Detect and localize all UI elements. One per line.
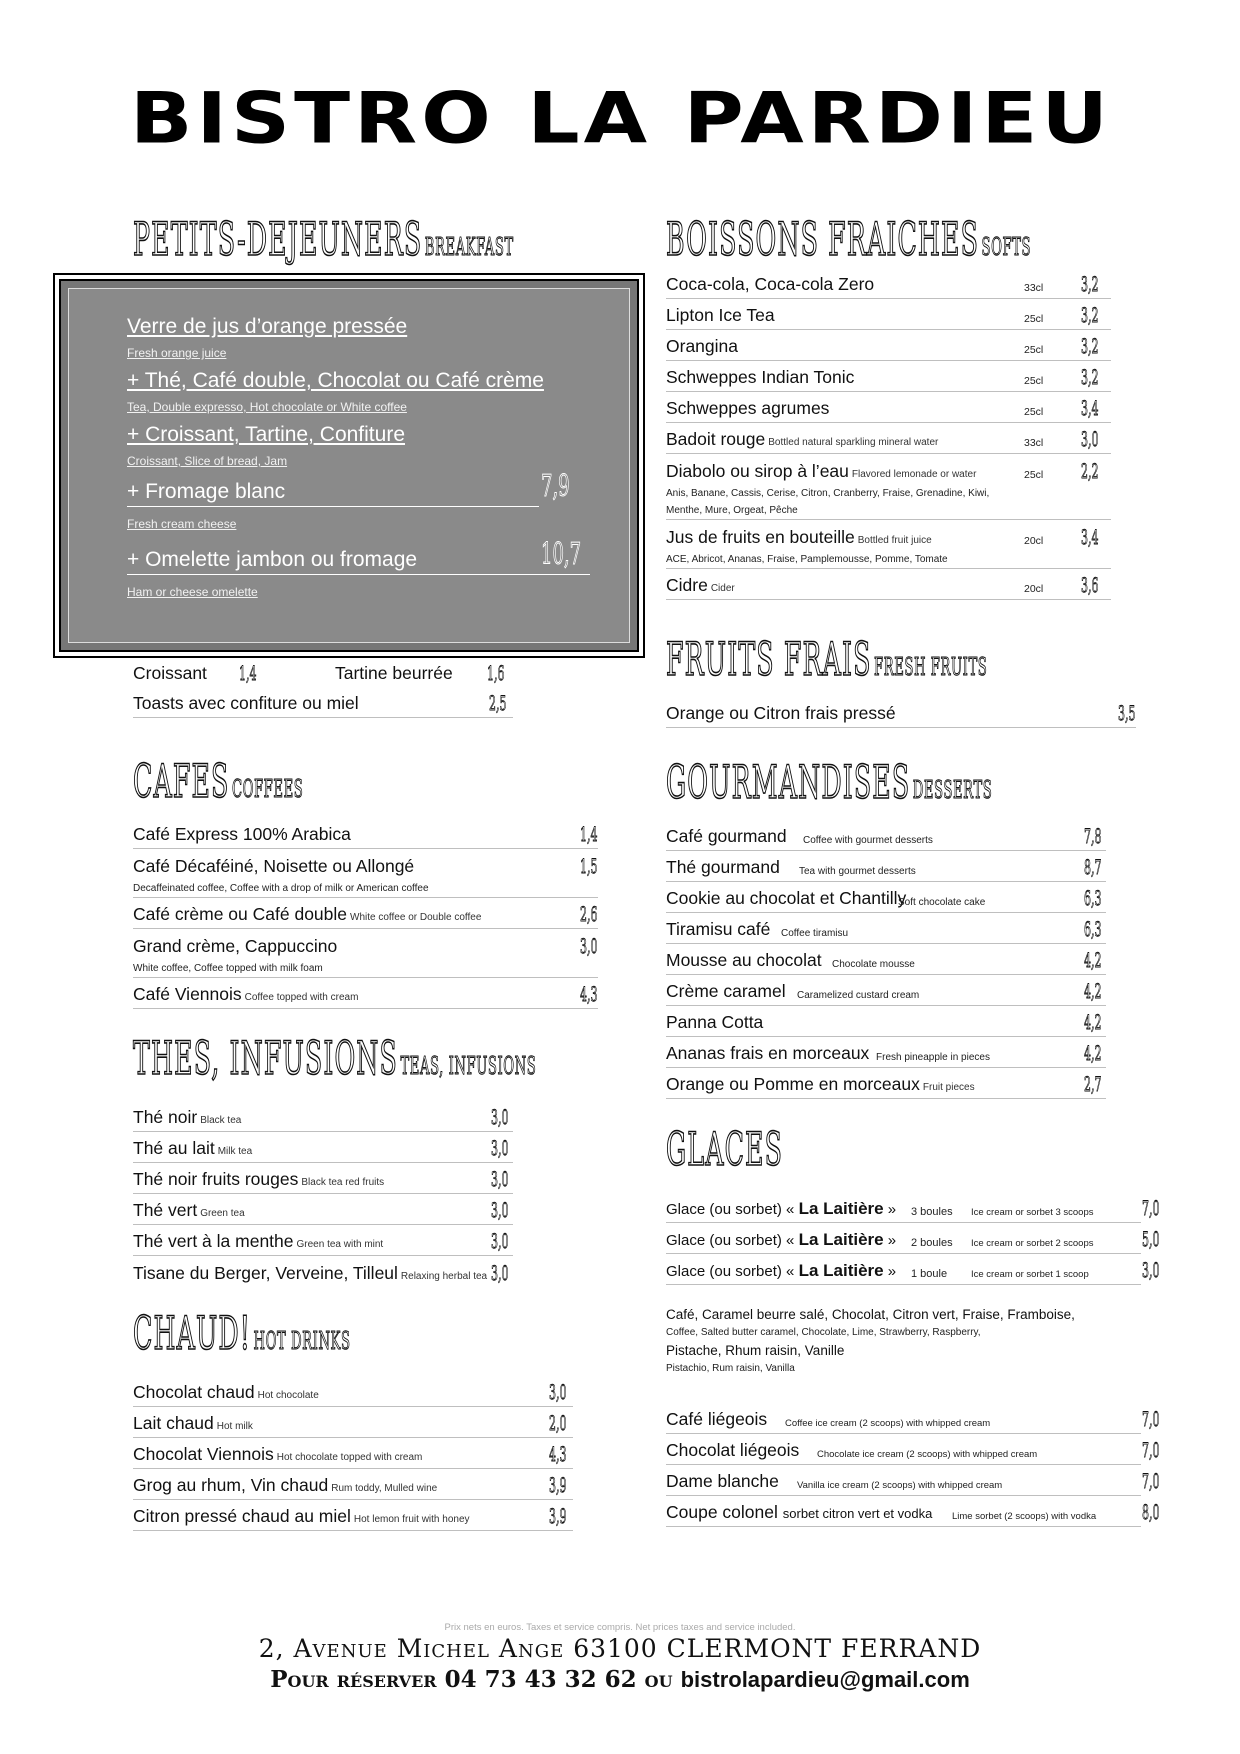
item-price: 4,3 (549, 1442, 567, 1466)
item-translation: White coffee or Double coffee (350, 912, 482, 923)
item-volume: 33cl (1024, 437, 1044, 449)
menu-item (666, 392, 1111, 423)
item-name: Diabolo ou sirop à l’eau Flavored lemonade or water (666, 461, 977, 481)
item-price: 7,0 (1142, 1469, 1160, 1493)
item-price: 4,2 (1084, 1041, 1102, 1065)
heading-en: TEAS, INFUSIONS (400, 1052, 537, 1080)
item-price: 3,9 (549, 1504, 567, 1528)
item-translation: Cider (710, 583, 735, 594)
item-name: Grand crème, Cappuccino (133, 936, 338, 956)
item-subtext: Anis, Banane, Cassis, Cerise, Citron, Cranberry, Fraise, Grenadine, Kiwi, (666, 488, 990, 499)
footer-note: Prix nets en euros. Taxes et service compris. Net prices taxes and service included. (444, 1622, 796, 1633)
item-name: Toasts avec confiture ou miel (133, 693, 359, 713)
item-translation: Fresh pineapple in pieces (876, 1052, 990, 1063)
item-translation: Caramelized custard cream (797, 990, 920, 1001)
menu-item (666, 1496, 1160, 1527)
menu-item (666, 520, 1111, 551)
menu-item (666, 299, 1111, 330)
item-price: 3,0 (491, 1136, 509, 1160)
item-price: 4,2 (1084, 1010, 1102, 1034)
item-translation: Vanilla ice cream (2 scoops) with whipped cream (797, 1480, 1003, 1491)
item-volume: 33cl (1024, 282, 1044, 294)
menu-item (133, 818, 598, 849)
item-translation: Flavored lemonade or water (851, 469, 977, 480)
section-heading (666, 212, 1166, 268)
item-name: Thé noir fruits rouges Black tea red fruits (133, 1169, 385, 1189)
item-price: 7,0 (1142, 1407, 1160, 1431)
item-name: Thé noir Black tea (133, 1107, 242, 1127)
item-price: 3,5 (1118, 701, 1136, 725)
item-name: Schweppes Indian Tonic (666, 367, 855, 387)
heading-fr: GOURMANDISES (666, 755, 911, 809)
menu-item (666, 882, 1106, 913)
item-volume: 25cl (1024, 375, 1044, 387)
menu-item (133, 978, 598, 1009)
flavors-translation: Pistachio, Rum raisin, Vanilla (666, 1363, 795, 1374)
section-heading (133, 212, 613, 268)
item-name: Schweppes agrumes (666, 398, 830, 418)
item-price: 6,3 (1084, 886, 1102, 910)
flavors-line: Café, Caramel beurre salé, Chocolat, Citron vert, Fraise, Framboise, (666, 1307, 1075, 1322)
item-name: Lipton Ice Tea (666, 305, 775, 325)
menu-item (666, 975, 1106, 1006)
menu-item (666, 913, 1106, 944)
heading-fr: PETITS-DEJEUNERS (133, 212, 423, 266)
item-volume: 20cl (1024, 583, 1044, 595)
reservation-line (0, 1666, 1240, 1693)
item-price: 5,0 (1142, 1227, 1160, 1251)
item-translation: Coffee ice cream (2 scoops) with whipped cream (785, 1418, 991, 1429)
heading-fr: THES, INFUSIONS (133, 1031, 398, 1085)
menu-item (666, 697, 1136, 728)
item-price: 6,3 (1084, 917, 1102, 941)
formula-line: Verre de jus d’orange pressée (127, 315, 408, 338)
email-link[interactable]: bistrolapardieu@gmail.com (680, 1667, 970, 1692)
heading-fr: BOISSONS FRAICHES (666, 212, 980, 266)
item-name: Chocolat liégeois (666, 1440, 800, 1460)
item-subtext: Menthe, Mure, Orgeat, Pêche (666, 502, 1111, 520)
menu-item (666, 330, 1111, 361)
item-price: 3,0 (491, 1105, 509, 1129)
item-price: 3,2 (1081, 334, 1099, 358)
item-name: Thé gourmand (666, 857, 780, 877)
item-name: Mousse au chocolat (666, 950, 822, 970)
item-volume: 25cl (1024, 469, 1044, 481)
item-price: 2,6 (580, 902, 598, 926)
menu-item (666, 1465, 1160, 1496)
item-price: 2,5 (489, 691, 507, 715)
item-translation: Green tea (200, 1208, 245, 1219)
item-name: Café crème ou Café double White coffee or Double coffee (133, 904, 482, 924)
item-price: 3,0 (491, 1198, 509, 1222)
item-price: 3,2 (1081, 272, 1099, 296)
formula-price: 7,9 (541, 469, 570, 504)
item-name: Thé au lait Milk tea (133, 1138, 253, 1158)
menu-item (133, 1101, 513, 1132)
heading-fr: GLACES (666, 1122, 784, 1176)
item-price: 2,7 (1084, 1072, 1102, 1096)
item-name: Coca-cola, Coca-cola Zero (666, 274, 875, 294)
heading-en: FRESH FRUITS (874, 653, 988, 681)
menu-item (666, 820, 1106, 851)
section-heading (133, 1031, 613, 1087)
item-price: 7,8 (1084, 824, 1102, 848)
item-translation: Chocolate ice cream (2 scoops) with whipped cream (817, 1449, 1038, 1460)
item-translation: Ice cream or sorbet 3 scoops (971, 1207, 1094, 1218)
item-volume: 25cl (1024, 344, 1044, 356)
item-scoops: 3 boules (911, 1206, 953, 1218)
item-name: Croissant (133, 663, 207, 683)
item-translation: Hot chocolate (257, 1390, 319, 1401)
item-name: Grog au rhum, Vin chaud Rum toddy, Mulled wine (133, 1475, 438, 1495)
item-subtext: White coffee, Coffee topped with milk foam (133, 960, 598, 978)
menu-item (133, 1407, 573, 1438)
item-price: 3,9 (549, 1473, 567, 1497)
item-price: 3,0 (491, 1167, 509, 1191)
item-name: Dame blanche (666, 1471, 779, 1491)
item-subtext: ACE, Abricot, Ananas, Fraise, Pamplemousse, Pomme, Tomate (666, 551, 1111, 569)
item-name: Glace (ou sorbet) « La Laitière » (666, 1261, 897, 1280)
item-translation: Hot milk (216, 1421, 253, 1432)
menu-item (666, 1037, 1106, 1068)
section-heading (666, 1122, 1166, 1178)
menu-item (666, 1068, 1106, 1099)
item-price: 3,0 (549, 1380, 567, 1404)
formula-line-translation: Tea, Double expresso, Hot chocolate or White coffee (127, 400, 407, 414)
heading-en: COFFEES (231, 775, 304, 803)
item-name: Jus de fruits en bouteille Bottled fruit juice (666, 527, 932, 547)
item-translation: Hot lemon fruit with honey (353, 1514, 470, 1525)
menu-item (133, 1132, 513, 1163)
item-translation: Hot chocolate topped with cream (276, 1452, 423, 1463)
heading-fr: CHAUD! (133, 1306, 252, 1360)
menu-item (133, 929, 598, 960)
item-price: 3,0 (491, 1261, 509, 1285)
item-name: Lait chaud Hot milk (133, 1413, 253, 1433)
menu-item (133, 1438, 573, 1469)
address: 2, Avenue Michel Ange 63100 CLERMONT FERRAND (258, 1634, 982, 1663)
thes-section (133, 1031, 613, 1285)
formula-line-translation: Ham or cheese omelette (127, 585, 258, 599)
item-price: 3,0 (491, 1229, 509, 1253)
item-price: 3,0 (580, 934, 598, 958)
item-name: Glace (ou sorbet) « La Laitière » (666, 1199, 897, 1218)
item-name: Café gourmand (666, 826, 787, 846)
menu-item (666, 1223, 1160, 1254)
item-price: 3,2 (1081, 365, 1099, 389)
item-name: Orange ou Citron frais pressé (666, 703, 896, 723)
menu-item (666, 1434, 1160, 1465)
item-name: Orangina (666, 336, 738, 356)
item-name: Café liégeois (666, 1409, 768, 1429)
item-price: 3,4 (1081, 396, 1099, 420)
menu-item (133, 1500, 573, 1531)
formula-line: + Croissant, Tartine, Confiture (127, 423, 405, 446)
menu-item (666, 1192, 1160, 1223)
breakfast-extras (133, 656, 513, 718)
item-price: 8,0 (1142, 1500, 1160, 1524)
item-subtext: Decaffeinated coffee, Coffee with a drop of milk or American coffee (133, 880, 598, 898)
item-name: Panna Cotta (666, 1012, 764, 1032)
menu-item (133, 898, 598, 929)
heading-en: SOFTS (981, 233, 1032, 261)
item-name: Thé vert Green tea (133, 1200, 245, 1220)
menu-item (666, 268, 1111, 299)
item-price: 3,6 (1081, 573, 1099, 597)
item-translation: Black tea (200, 1115, 242, 1126)
menu-item (666, 944, 1106, 975)
heading-en: DESSERTS (912, 776, 993, 804)
item-name: Tartine beurrée (335, 663, 453, 683)
item-name: Crème caramel (666, 981, 786, 1001)
item-name: Tisane du Berger, Verveine, Tilleul Relaxing herbal tea (133, 1263, 488, 1283)
item-translation: Green tea with mint (296, 1239, 384, 1250)
section-heading (133, 1306, 613, 1362)
section-heading (666, 632, 1166, 688)
item-scoops: 1 boule (911, 1268, 948, 1280)
chaud-section (133, 1306, 613, 1528)
menu-item (133, 687, 513, 718)
menu-item (666, 361, 1111, 392)
formula-line-translation: Fresh orange juice (127, 346, 227, 360)
menu-item (133, 1194, 513, 1225)
formula-line: + Fromage blanc (127, 480, 286, 503)
item-translation: Lime sorbet (2 scoops) with vodka (952, 1511, 1097, 1522)
item-price: 3,0 (1081, 427, 1099, 451)
item-translation: Coffee topped with cream (244, 992, 359, 1003)
item-name: Café Viennois Coffee topped with cream (133, 984, 359, 1004)
item-price: 7,0 (1142, 1196, 1160, 1220)
item-price: 2,2 (1081, 459, 1099, 483)
item-translation: Relaxing herbal tea (400, 1271, 488, 1282)
item-translation: Milk tea (217, 1146, 253, 1157)
item-price: 4,3 (580, 982, 598, 1006)
item-name: Cookie au chocolat et Chantilly (666, 888, 907, 908)
item-name: Café Express 100% Arabica (133, 824, 351, 844)
item-translation: Chocolate mousse (832, 959, 915, 970)
heading-fr: CAFES (133, 754, 230, 808)
item-volume: 20cl (1024, 535, 1044, 547)
item-price: 2,0 (549, 1411, 567, 1435)
menu-item (133, 1376, 573, 1407)
fruits-section (666, 632, 1166, 725)
item-price: 4,2 (1084, 948, 1102, 972)
item-price: 4,2 (1084, 979, 1102, 1003)
menu-item (133, 656, 513, 687)
section-heading (666, 755, 1166, 811)
item-name: Coupe colonel sorbet citron vert et vodka (666, 1502, 933, 1522)
gourmandises-section (666, 755, 1166, 1096)
item-name: Orange ou Pomme en morceaux Fruit pieces (666, 1074, 975, 1094)
menu-item (666, 851, 1106, 882)
item-name: Chocolat chaud Hot chocolate (133, 1382, 319, 1402)
breakfast-formula-box (59, 279, 639, 652)
item-price: 1,6 (487, 661, 505, 685)
item-name: Glace (ou sorbet) « La Laitière » (666, 1230, 897, 1249)
item-translation: Fruit pieces (922, 1082, 975, 1093)
flavors-translation: Coffee, Salted butter caramel, Chocolate, Lime, Strawberry, Raspberry, (666, 1327, 981, 1338)
item-name: Chocolat Viennois Hot chocolate topped with cream (133, 1444, 423, 1464)
item-price: 3,0 (1142, 1258, 1160, 1282)
item-translation: Tea with gourmet desserts (799, 866, 916, 877)
item-translation: Ice cream or sorbet 1 scoop (971, 1269, 1089, 1280)
item-volume: 25cl (1024, 406, 1044, 418)
menu-item (133, 1163, 513, 1194)
menu-item (666, 423, 1111, 454)
heading-fr: FRUITS FRAIS (666, 632, 872, 686)
menu-item (666, 569, 1111, 600)
item-name: Citron pressé chaud au miel Hot lemon fruit with honey (133, 1506, 470, 1526)
item-price: 7,0 (1142, 1438, 1160, 1462)
item-price: 3,2 (1081, 303, 1099, 327)
item-price: 3,4 (1081, 525, 1099, 549)
menu-item (133, 1469, 573, 1500)
formula-line: + Omelette jambon ou fromage (127, 548, 418, 571)
item-translation: Ice cream or sorbet 2 scoops (971, 1238, 1094, 1249)
breakfast-section (133, 212, 613, 268)
restaurant-title: BISTRO LA PARDIEU (130, 78, 1113, 160)
item-name: Thé vert à la menthe Green tea with mint (133, 1231, 384, 1251)
item-translation: Soft chocolate cake (898, 897, 986, 908)
item-price: 8,7 (1084, 855, 1102, 879)
menu-item (133, 1256, 513, 1287)
item-translation: Bottled fruit juice (857, 535, 932, 546)
section-heading (133, 754, 613, 810)
menu-item (666, 1006, 1106, 1037)
cafes-section (133, 754, 613, 1006)
menu-item (666, 454, 1111, 485)
item-price: 1,4 (580, 822, 598, 846)
item-scoops: 2 boules (911, 1237, 953, 1249)
item-translation: Coffee tiramisu (781, 928, 849, 939)
menu-item (133, 849, 598, 880)
flavors-line: Pistache, Rhum raisin, Vanille (666, 1343, 845, 1358)
formula-price: 10,7 (541, 537, 582, 572)
item-translation: Rum toddy, Mulled wine (331, 1483, 438, 1494)
item-name: Cidre Cider (666, 575, 735, 595)
item-price: 1,4 (239, 661, 257, 685)
item-translation: Black tea red fruits (301, 1177, 385, 1188)
item-volume: 25cl (1024, 313, 1044, 325)
heading-en: BREAKFAST (424, 233, 514, 261)
reservation-phone: Pour réserver 04 73 43 32 62 ou (270, 1666, 673, 1693)
formula-line-translation: Fresh cream cheese (127, 517, 237, 531)
menu-item (133, 1225, 513, 1256)
item-translation: Coffee with gourmet desserts (803, 835, 933, 846)
item-name: Ananas frais en morceaux (666, 1043, 870, 1063)
formula-line-translation: Croissant, Slice of bread, Jam (127, 454, 288, 468)
formula-line: + Thé, Café double, Chocolat ou Café crème (127, 369, 544, 392)
item-translation: Bottled natural sparkling mineral water (768, 437, 939, 448)
glaces-section (666, 1122, 1166, 1524)
item-name: Badoit rouge Bottled natural sparkling mineral water (666, 429, 939, 449)
boissons-section (666, 212, 1166, 600)
item-name: Tiramisu café (666, 919, 771, 939)
heading-en: HOT DRINKS (253, 1327, 351, 1355)
item-price: 1,5 (580, 854, 598, 878)
menu-item (666, 1254, 1160, 1285)
menu-item (666, 1403, 1160, 1434)
item-name: Café Décaféiné, Noisette ou Allongé (133, 856, 415, 876)
